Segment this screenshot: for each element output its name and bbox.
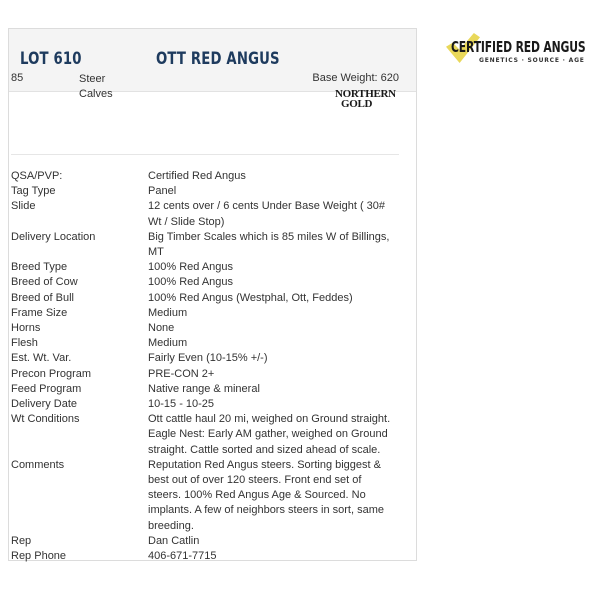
detail-value: Medium xyxy=(148,337,188,350)
detail-value: Panel xyxy=(148,185,177,198)
detail-row-precon-program xyxy=(11,367,399,382)
detail-value: Reputation Red Angus steers. Sorting biggest & best out of over 120 steers. Front end set of steers. 100% Red Angus Age & Sourced. No implants. A few of neighbors steers in sort, same breeding. xyxy=(148,458,385,532)
head-count: 85 xyxy=(11,72,24,84)
detail-label: Rep Phone xyxy=(11,550,67,563)
detail-row-delivery-location xyxy=(11,230,399,260)
detail-label: Frame Size xyxy=(11,306,68,319)
detail-label: Breed of Cow xyxy=(11,276,78,289)
detail-row-comments xyxy=(11,458,399,534)
section-divider xyxy=(11,154,399,155)
detail-label: Horns xyxy=(11,322,41,335)
northern-gold-logo xyxy=(335,88,397,114)
detail-row-rep xyxy=(11,534,399,549)
lot-details xyxy=(11,169,399,564)
detail-value: None xyxy=(148,322,175,335)
detail-row-breed-type xyxy=(11,260,399,275)
detail-value: Big Timber Scales which is 85 miles W of Billings, MT xyxy=(148,230,390,259)
detail-row-rep-phone xyxy=(11,549,399,564)
northern-gold-line1: NORTHERN xyxy=(335,88,396,100)
detail-value: Native range & mineral xyxy=(148,382,260,395)
detail-label: QSA/PVP: xyxy=(11,170,63,182)
detail-value: 10-15 - 10-25 xyxy=(148,398,215,411)
detail-row-flesh xyxy=(11,336,399,351)
detail-row-wt-conditions xyxy=(11,412,399,458)
detail-row-horns xyxy=(11,321,399,336)
detail-value: Medium xyxy=(148,306,188,319)
detail-value: Certified Red Angus xyxy=(148,170,246,182)
lot-name: OTT RED ANGUS xyxy=(156,49,280,69)
detail-value: Ott cattle haul 20 mi, weighed on Ground straight. Eagle Nest: Early AM gather, weighed on Ground straight. Cattle sorted and sized ahead of scale. xyxy=(148,413,391,456)
lot-number: LOT 610 xyxy=(20,49,82,69)
lot-summary xyxy=(11,72,399,126)
base-weight: Base Weight: 620 xyxy=(312,72,399,84)
detail-label: Comments xyxy=(11,458,65,471)
cra-wordmark: CERTIFIED RED ANGUS xyxy=(451,38,586,56)
detail-row-frame-size xyxy=(11,306,399,321)
northern-gold-line2: GOLD xyxy=(341,98,373,110)
detail-row-tag-type xyxy=(11,184,399,199)
certified-red-angus-logo xyxy=(446,33,594,69)
detail-row-slide xyxy=(11,199,399,229)
detail-value: PRE-CON 2+ xyxy=(148,367,215,380)
detail-row-qsa xyxy=(11,169,399,184)
detail-value: 100% Red Angus xyxy=(148,261,234,274)
detail-label: Delivery Location xyxy=(11,230,96,243)
detail-row-breed-of-bull xyxy=(11,291,399,306)
detail-label: Est. Wt. Var. xyxy=(11,352,72,365)
detail-label: Breed of Bull xyxy=(11,291,74,304)
detail-value: 12 cents over / 6 cents Under Base Weight ( 30# Wt / Slide Stop) xyxy=(148,200,386,228)
detail-label: Precon Program xyxy=(11,367,92,380)
detail-row-feed-program xyxy=(11,382,399,397)
detail-row-est-wt-var xyxy=(11,351,399,366)
detail-label: Wt Conditions xyxy=(11,413,80,426)
cra-tagline: GENETICS · SOURCE · AGE xyxy=(479,57,585,64)
detail-label: Rep xyxy=(11,534,32,547)
detail-value: 100% Red Angus (Westphal, Ott, Feddes) xyxy=(148,291,353,304)
detail-label: Tag Type xyxy=(11,185,56,198)
detail-label: Flesh xyxy=(11,337,38,350)
head-type: Steer Calves xyxy=(79,73,113,100)
detail-row-breed-of-cow xyxy=(11,275,399,290)
detail-row-delivery-date xyxy=(11,397,399,412)
detail-value: Dan Catlin xyxy=(148,534,200,547)
detail-label: Breed Type xyxy=(11,261,68,274)
detail-value: Fairly Even (10-15% +/-) xyxy=(148,352,268,365)
detail-value: 406-671-7715 xyxy=(148,550,217,563)
detail-label: Delivery Date xyxy=(11,398,78,411)
detail-value: 100% Red Angus xyxy=(148,276,234,289)
detail-label: Feed Program xyxy=(11,382,82,395)
detail-label: Slide xyxy=(11,200,36,213)
